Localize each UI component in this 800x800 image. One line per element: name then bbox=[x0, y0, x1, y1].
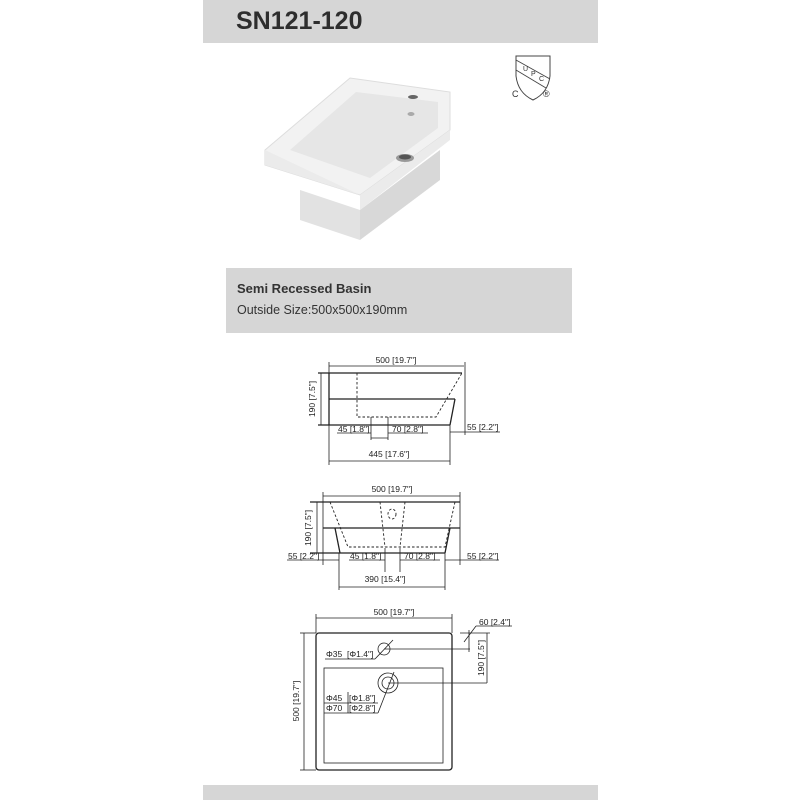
svg-text:P: P bbox=[531, 71, 536, 78]
dimension-label: [Φ1.8"] bbox=[349, 693, 376, 703]
dimension-label: ® bbox=[543, 89, 550, 99]
dimension-label: 55 [2.2"] bbox=[467, 551, 499, 561]
dimension-label: 190 [7.5"] bbox=[476, 639, 486, 677]
dimension-label: Φ35 bbox=[326, 649, 343, 659]
top-view-drawing bbox=[291, 607, 512, 770]
dimension-label: C bbox=[512, 89, 519, 99]
dimension-label: 45 [1.8"] bbox=[338, 424, 370, 434]
dimension-label: 60 [2.4"] bbox=[479, 617, 511, 627]
dimension-label: [Φ1.4"] bbox=[347, 649, 374, 659]
product-info-band bbox=[226, 268, 572, 333]
dimension-label: 55 [2.2"] bbox=[288, 551, 320, 561]
upc-certification-logo bbox=[512, 56, 550, 100]
side-view-drawing bbox=[307, 355, 500, 465]
model-number: SN121-120 bbox=[236, 7, 363, 35]
dimension-label: 190 [7.5"] bbox=[307, 380, 317, 418]
svg-text:C: C bbox=[539, 76, 545, 83]
dimension-label: 55 [2.2"] bbox=[467, 422, 499, 432]
dimension-label: 500 [19.7"] bbox=[291, 680, 301, 722]
dimension-label: 70 [2.8"] bbox=[404, 551, 436, 561]
svg-text:U: U bbox=[523, 66, 529, 73]
front-view-drawing bbox=[287, 484, 499, 590]
dimension-label: 500 [19.7"] bbox=[375, 355, 417, 365]
product-size: Outside Size:500x500x190mm bbox=[237, 303, 408, 317]
product-name: Semi Recessed Basin bbox=[237, 281, 372, 296]
footer-band bbox=[203, 785, 598, 800]
dimension-label: 445 [17.6"] bbox=[368, 449, 410, 459]
dimension-label: 70 [2.8"] bbox=[392, 424, 424, 434]
dimension-label: 190 [7.5"] bbox=[303, 509, 313, 547]
dimension-label: 500 [19.7"] bbox=[371, 484, 413, 494]
dimension-label: 390 [15.4"] bbox=[364, 574, 406, 584]
dimension-label: 500 [19.7"] bbox=[373, 607, 415, 617]
dimension-label: Φ70 bbox=[326, 703, 343, 713]
dimension-label: [Φ2.8"] bbox=[349, 703, 376, 713]
dimension-label: 45 [1.8"] bbox=[350, 551, 382, 561]
basin-image bbox=[265, 78, 450, 240]
dimension-label: Φ45 bbox=[326, 693, 343, 703]
